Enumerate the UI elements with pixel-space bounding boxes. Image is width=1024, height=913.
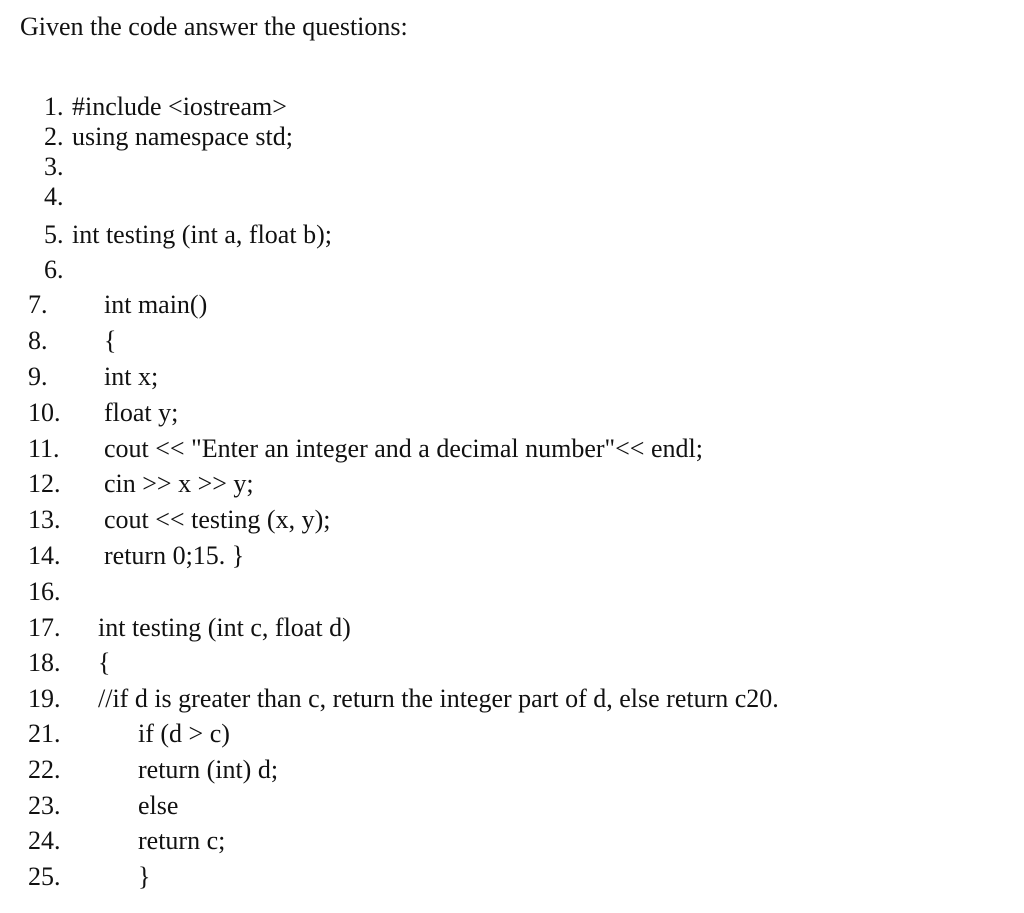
line-text: return 0;15. } xyxy=(104,541,245,570)
line-text: int x; xyxy=(104,362,159,391)
code-line xyxy=(0,682,1024,716)
code-line xyxy=(0,467,1024,501)
question-heading: Given the code answer the questions: xyxy=(20,12,408,41)
line-text: { xyxy=(104,326,117,355)
code-line xyxy=(0,253,1024,287)
line-text: int testing (int c, float d) xyxy=(98,613,351,642)
line-number: 17. xyxy=(28,613,61,642)
code-line xyxy=(0,432,1024,466)
line-number: 5. xyxy=(44,220,64,249)
line-number: 3. xyxy=(44,152,64,181)
line-text: } xyxy=(138,862,151,891)
line-text: using namespace std; xyxy=(72,122,293,151)
code-line xyxy=(0,218,1024,252)
line-text: else xyxy=(138,791,179,820)
line-text: cout << testing (x, y); xyxy=(104,505,331,534)
line-number: 16. xyxy=(28,577,61,606)
line-number: 11. xyxy=(28,434,60,463)
code-line xyxy=(0,180,1024,214)
code-line xyxy=(0,824,1024,858)
line-text: //if d is greater than c, return the integer part of d, else return c20. xyxy=(98,684,779,713)
line-number: 7. xyxy=(28,290,48,319)
code-line xyxy=(0,503,1024,537)
line-number: 2. xyxy=(44,122,64,151)
line-number: 19. xyxy=(28,684,61,713)
line-number: 24. xyxy=(28,826,61,855)
line-text: int testing (int a, float b); xyxy=(72,220,332,249)
line-number: 1. xyxy=(44,92,64,121)
line-number: 23. xyxy=(28,791,61,820)
line-number: 25. xyxy=(28,862,61,891)
code-line xyxy=(0,789,1024,823)
line-number: 18. xyxy=(28,648,61,677)
line-number: 12. xyxy=(28,469,61,498)
code-line xyxy=(0,860,1024,894)
code-line xyxy=(0,753,1024,787)
line-text: cin >> x >> y; xyxy=(104,469,254,498)
line-text: if (d > c) xyxy=(138,719,230,748)
line-number: 21. xyxy=(28,719,61,748)
code-line xyxy=(0,324,1024,358)
code-line xyxy=(0,120,1024,154)
code-line xyxy=(0,360,1024,394)
code-line xyxy=(0,717,1024,751)
line-number: 14. xyxy=(28,541,61,570)
code-line xyxy=(0,611,1024,645)
line-number: 6. xyxy=(44,255,64,284)
line-text: { xyxy=(98,648,111,677)
line-text: #include <iostream> xyxy=(72,92,287,121)
line-number: 22. xyxy=(28,755,61,784)
code-line xyxy=(0,575,1024,609)
line-text: return c; xyxy=(138,826,226,855)
line-text: cout << "Enter an integer and a decimal number"<< endl; xyxy=(104,434,703,463)
line-text: return (int) d; xyxy=(138,755,279,784)
line-number: 8. xyxy=(28,326,48,355)
line-number: 9. xyxy=(28,362,48,391)
line-text: float y; xyxy=(104,398,179,427)
line-number: 4. xyxy=(44,182,64,211)
code-line xyxy=(0,90,1024,124)
code-line xyxy=(0,396,1024,430)
line-number: 10. xyxy=(28,398,61,427)
code-line xyxy=(0,288,1024,322)
line-text: int main() xyxy=(104,290,208,319)
code-line xyxy=(0,539,1024,573)
code-line xyxy=(0,150,1024,184)
line-number: 13. xyxy=(28,505,61,534)
code-line xyxy=(0,646,1024,680)
